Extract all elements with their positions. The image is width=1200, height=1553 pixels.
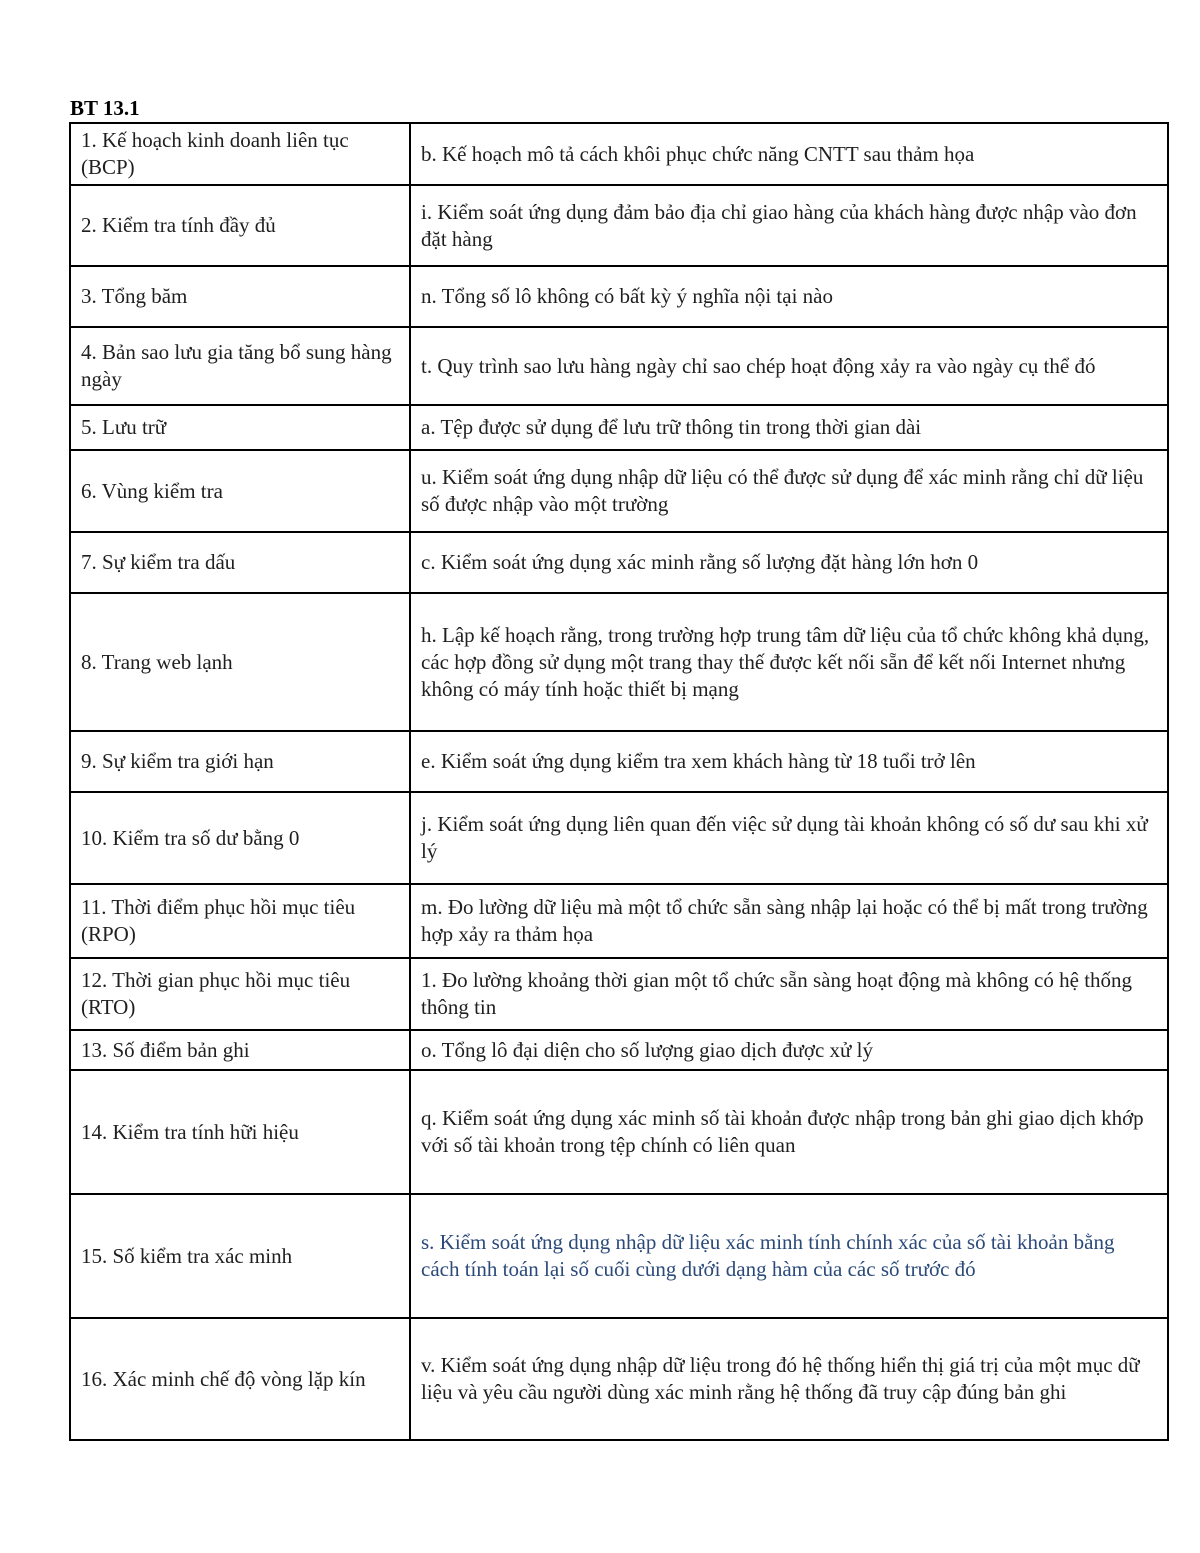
- term-cell: 12. Thời gian phục hồi mục tiêu (RTO): [70, 958, 410, 1030]
- document-title: BT 13.1: [70, 96, 140, 120]
- table-row: [70, 185, 1168, 266]
- definition-cell: c. Kiểm soát ứng dụng xác minh rằng số lượng đặt hàng lớn hơn 0: [410, 532, 1168, 593]
- table-row: [70, 1030, 1168, 1070]
- term-cell: 2. Kiểm tra tính đầy đủ: [70, 185, 410, 266]
- definition-cell: e. Kiểm soát ứng dụng kiểm tra xem khách hàng từ 18 tuổi trở lên: [410, 731, 1168, 792]
- table-row: [70, 266, 1168, 327]
- matching-table: [69, 122, 1169, 1441]
- term-cell: 6. Vùng kiểm tra: [70, 450, 410, 532]
- table-row: [70, 958, 1168, 1030]
- table-row: [70, 327, 1168, 405]
- table-row: [70, 405, 1168, 450]
- term-cell: 14. Kiểm tra tính hữi hiệu: [70, 1070, 410, 1194]
- table-row: [70, 792, 1168, 884]
- definition-cell: j. Kiểm soát ứng dụng liên quan đến việc sử dụng tài khoản không có số dư sau khi xử lý: [410, 792, 1168, 884]
- term-cell: 16. Xác minh chế độ vòng lặp kín: [70, 1318, 410, 1440]
- term-cell: 3. Tổng băm: [70, 266, 410, 327]
- table-row: [70, 1194, 1168, 1318]
- definition-cell: v. Kiểm soát ứng dụng nhập dữ liệu trong đó hệ thống hiển thị giá trị của một mục dữ liệu và yêu cầu người dùng xác minh rằng hệ thống đã truy cập đúng bản ghi: [410, 1318, 1168, 1440]
- term-cell: 4. Bản sao lưu gia tăng bổ sung hàng ngày: [70, 327, 410, 405]
- definition-cell: 1. Đo lường khoảng thời gian một tổ chức sẵn sàng hoạt động mà không có hệ thống thông tin: [410, 958, 1168, 1030]
- term-cell: 1. Kế hoạch kinh doanh liên tục (BCP): [70, 123, 410, 185]
- definition-cell: a. Tệp được sử dụng để lưu trữ thông tin trong thời gian dài: [410, 405, 1168, 450]
- table-row: [70, 450, 1168, 532]
- definition-cell: t. Quy trình sao lưu hàng ngày chỉ sao chép hoạt động xảy ra vào ngày cụ thể đó: [410, 327, 1168, 405]
- term-cell: 15. Số kiểm tra xác minh: [70, 1194, 410, 1318]
- term-cell: 5. Lưu trữ: [70, 405, 410, 450]
- definition-cell: q. Kiểm soát ứng dụng xác minh số tài khoản được nhập trong bản ghi giao dịch khớp với số tài khoản trong tệp chính có liên quan: [410, 1070, 1168, 1194]
- term-cell: 9. Sự kiểm tra giới hạn: [70, 731, 410, 792]
- table-row: [70, 731, 1168, 792]
- term-cell: 11. Thời điểm phục hồi mục tiêu (RPO): [70, 884, 410, 958]
- definition-cell: m. Đo lường dữ liệu mà một tổ chức sẵn sàng nhập lại hoặc có thể bị mất trong trường hợp xảy ra thảm họa: [410, 884, 1168, 958]
- term-cell: 8. Trang web lạnh: [70, 593, 410, 731]
- table-row: [70, 532, 1168, 593]
- table-row: [70, 123, 1168, 185]
- definition-cell: o. Tổng lô đại diện cho số lượng giao dịch được xử lý: [410, 1030, 1168, 1070]
- table-row: [70, 593, 1168, 731]
- definition-cell: h. Lập kế hoạch rằng, trong trường hợp trung tâm dữ liệu của tổ chức không khả dụng, các hợp đồng sử dụng một trang thay thế được kết nối sẵn để kết nối Internet nhưng không có máy tính hoặc thiết bị mạng: [410, 593, 1168, 731]
- definition-cell: i. Kiểm soát ứng dụng đảm bảo địa chỉ giao hàng của khách hàng được nhập vào đơn đặt hàng: [410, 185, 1168, 266]
- table-row: [70, 1070, 1168, 1194]
- definition-cell: n. Tổng số lô không có bất kỳ ý nghĩa nội tại nào: [410, 266, 1168, 327]
- table-row: [70, 884, 1168, 958]
- term-cell: 10. Kiểm tra số dư bằng 0: [70, 792, 410, 884]
- definition-cell: u. Kiểm soát ứng dụng nhập dữ liệu có thể được sử dụng để xác minh rằng chỉ dữ liệu số được nhập vào một trường: [410, 450, 1168, 532]
- definition-cell: s. Kiểm soát ứng dụng nhập dữ liệu xác minh tính chính xác của số tài khoản bằng cách tính toán lại số cuối cùng dưới dạng hàm của các số trước đó: [410, 1194, 1168, 1318]
- definition-cell: b. Kế hoạch mô tả cách khôi phục chức năng CNTT sau thảm họa: [410, 123, 1168, 185]
- term-cell: 7. Sự kiểm tra dấu: [70, 532, 410, 593]
- table-row: [70, 1318, 1168, 1440]
- term-cell: 13. Số điểm bản ghi: [70, 1030, 410, 1070]
